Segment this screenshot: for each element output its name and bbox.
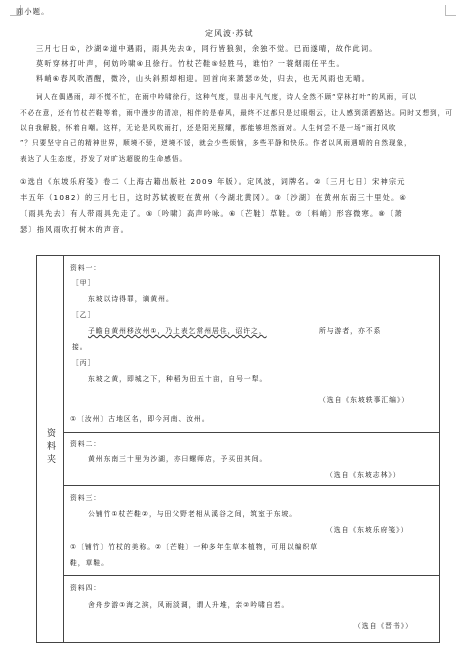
crop-mark-top-right: [445, 5, 456, 16]
material-4-cell: [64, 576, 440, 643]
note-line-1: ①选自《东坡乐府笺》卷二（上海古籍出版社 2009 年版）。定风波，词牌名。②〔三月七日〕宋神宗元: [20, 177, 406, 186]
material-1-yi-label: ［乙］: [72, 311, 96, 319]
poem-title: 定风波·苏轼: [205, 29, 254, 38]
material-4-source: （选自《晋书》）: [354, 622, 413, 630]
paragraph-line-3: 以自我解脱，怀着自嘲。这样，无论是风吹雨打，还是阳光照耀，都能够坦然面对。人生何尝不是一场“雨打风吹: [20, 124, 397, 132]
poem-line-3: 料峭⑥春风吹酒醒，微冷，山头斜照却相迎。回首向来萧瑟⑦处，归去，也无风雨也无晴。: [36, 74, 371, 83]
material-1-yi-line-1-tail: 所与游者，亦不系: [319, 327, 382, 335]
material-1-source: （选自《东坡轶事汇编》）: [319, 396, 410, 404]
material-1-bing-text: 东坡之黄，即城之下，种稻为田五十亩，自号一犁。: [88, 375, 268, 383]
note-line-3: 〔雨具先去〕有人带雨具先走了。⑤〔吟啸〕高声吟咏。⑥〔芒鞋〕草鞋。⑦〔料峭〕形容微寒。⑧〔萧: [20, 209, 403, 218]
material-4-line: 舍舟步游①海之滨，风雨淡调，谓人升堆，亲②吟啸自若。: [88, 601, 290, 609]
note-line-4: 瑟〕指风雨吹打树木的声音。: [20, 225, 130, 234]
poem-line-1: 三月七日①，沙湖②道中遇雨，雨具先去③，同行皆狼狈，余独不觉。已而遂晴，故作此词。: [36, 44, 378, 53]
poem-line-2: 莫听穿林打叶声，何妨吟啸④且徐行。竹杖芒鞋⑤轻胜马，谁怕？一蓑烟雨任平生。: [36, 59, 345, 68]
material-4-heading: 资料四：: [70, 584, 102, 592]
material-3-note-1: ①〔铺竹〕竹杖的美称。②〔芒鞋〕一种多年生草本植物，可用以编织草: [70, 543, 319, 551]
material-2-source: （选自《东坡志林》）: [326, 471, 401, 479]
materials-side-cell: [37, 256, 64, 643]
paragraph-line-4: ”？只要坚守自己的精神世界，顺境不骄，逆境不馁，就会少些烦恼，多些平静和快乐。作者以风雨遇晴的自然现象，: [20, 139, 412, 147]
material-1-bing-label: ［丙］: [72, 359, 96, 367]
material-1-heading: 资料一：: [70, 264, 102, 272]
material-1-cell: [64, 256, 440, 433]
material-1-jia-text: 东坡以诗得罪，谪黄州。: [88, 295, 174, 303]
material-3-heading: 资料三：: [70, 494, 102, 502]
top-line: 面小题。: [16, 7, 50, 16]
material-1-note: ①〔汝州〕古地区名，即今河南、汝州。: [70, 415, 210, 423]
material-2-heading: 资料二：: [70, 440, 102, 448]
material-2-line: 黄州东南三十里为沙湖，亦曰螺师店，予买田其间。: [88, 455, 268, 463]
materials-table: [36, 255, 440, 643]
material-3-cell: [64, 486, 440, 576]
paragraph-line-2: 不必在意，还有竹杖芒鞋等着，雨中漫步的清凉，相伴的是春风，最终不过都只是过眼烟云，让人感到潇洒豁达。同时又想到，可: [20, 109, 453, 117]
material-1-jia-label: ［甲］: [72, 279, 96, 287]
material-3-line: 公铺竹①杖芒鞋②，与田父野老相从溪谷之间，筑室于东坡。: [88, 510, 298, 518]
note-line-2: 丰五年（1082）的三月七日，这时苏轼被贬在黄州（今湖北黄冈）。③〔沙湖〕在黄州东南三十里处。④: [20, 193, 408, 202]
material-3-note-2: 鞋，草鞋。: [70, 559, 109, 567]
paragraph-line-5: 表达了人生态度，抒发了对旷达超脱的生命感悟。: [20, 155, 188, 163]
material-1-yi-line-1: 子瞻自黄州移汝州①，乃上表乞常州居住，诏许之，: [88, 327, 267, 335]
material-2-cell: [64, 433, 440, 486]
paragraph-line-1: 词人在偶遇雨，却不慌不忙，在雨中吟啸徐行，这种气度，显出非凡气度，诗人全然不顾“穿林打叶”的风雨，可以: [36, 93, 417, 101]
material-3-source: （选自《东坡乐府笺》）: [326, 526, 409, 534]
materials-side-label: 资料夹: [45, 427, 55, 467]
material-1-yi-line-2: 接。: [72, 343, 88, 351]
